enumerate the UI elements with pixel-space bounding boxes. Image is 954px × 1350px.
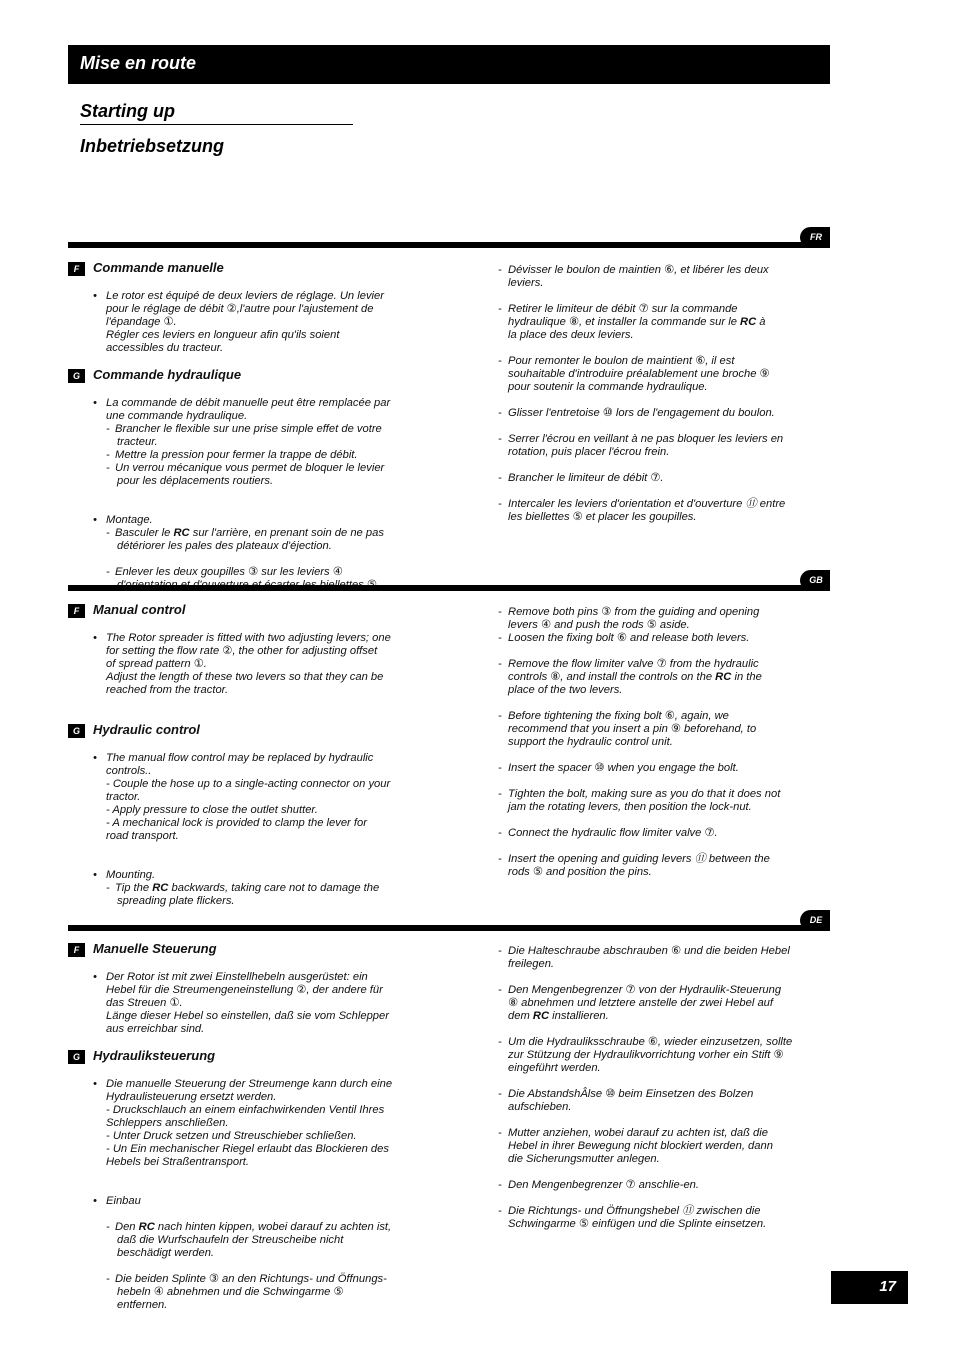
- title-banner: [68, 45, 830, 84]
- bullet-item: • The Rotor spreader is fitted with two adjusting levers; one for setting the flow rate ②, the other for adjusting offset of spread pattern ①. Adjust the length of these two levers so that they can be reached from the tractor.: [93, 632, 391, 696]
- step-item: - Mutter anziehen, wobei darauf zu achten ist, daß die Hebel in ihrer Bewegung nicht blockiert werden, dann die Sicherungsmutter anlegen.: [498, 1127, 773, 1165]
- gb-right-column: [498, 606, 813, 892]
- subtitle-german: Inbetriebsetzung: [80, 136, 225, 156]
- heading-manual-control: F Manuelle Steuerung: [68, 942, 418, 959]
- de-left-column: [68, 942, 418, 1312]
- step-item: - Remove both pins ③ from the guiding and opening levers ④ and push the rods ⑤ aside.: [498, 606, 760, 631]
- language-tag-fr: FR: [800, 227, 830, 248]
- page-title: Mise en route: [80, 53, 197, 73]
- step-item: - Before tightening the fixing bolt ⑥, again, we recommend that you insert a pin ⑨ beforehand, to support the hydraulic control unit.: [498, 710, 757, 748]
- bullet-item: • La commande de débit manuelle peut être remplacée par une commande hydraulique.: [93, 397, 391, 422]
- step-item: - Loosen the fixing bolt ⑥ and release both levers.: [498, 632, 750, 644]
- section-rule: [68, 585, 830, 591]
- marker-f: F: [68, 262, 85, 276]
- step-item: - Brancher le limiteur de débit ⑦.: [498, 472, 664, 484]
- step-item: - Den Mengenbegrenzer ⑦ von der Hydraulik-Steuerung ⑧ abnehmen und letztere anstelle der zwei Hebel auf dem RC installieren.: [498, 984, 782, 1022]
- step-item: - Intercaler les leviers d'orientation et d'ouverture ⑪ entre les biellettes ⑤ et placer les goupilles.: [498, 498, 786, 523]
- sub-item: - Den RC nach hinten kippen, wobei darauf zu achten ist, daß die Wurfschaufeln der Streuscheibe nicht beschädigt werden.: [106, 1221, 392, 1259]
- bullet-item: • Montage.: [93, 514, 153, 526]
- fr-left-column: [68, 261, 418, 592]
- sub-item: - Enlever les deux goupilles ③ sur les leviers ④: [106, 566, 343, 578]
- heading-hydraulic-control: G Hydrauliksteuerung: [68, 1049, 418, 1066]
- subtitle-english: Starting up: [80, 101, 175, 121]
- step-item: - Remove the flow limiter valve ⑦ from the hydraulic controls ⑧, and install the controls on the RC in the place of the two levers.: [498, 658, 762, 696]
- language-tag-gb: GB: [800, 570, 830, 591]
- step-item: - Insert the spacer ⑩ when you engage the bolt.: [498, 762, 739, 774]
- step-item: - Die Richtungs- und Öffnungshebel ⑪ zwischen die Schwingarme ⑤ einfügen und die Splinte einsetzen.: [498, 1205, 767, 1230]
- sub-item: - Basculer le RC sur l'arrière, en prenant soin de ne pas détériorer les pales des plateaux d'éjection.: [106, 527, 384, 552]
- step-item: - Um die Hydrauliksschraube ⑥, wieder einzusetzen, sollte zur Stützung der Hydraulikvorrichtung vorher ein Stift ⑨ eingeführt werden.: [498, 1036, 793, 1074]
- step-item: - Pour remonter le boulon de maintient ⑥, il est souhaitable d'introduire préalablement une broche ⑨ pour soutenir la commande hydraulique.: [498, 355, 770, 393]
- subtitle-underline: [80, 124, 353, 125]
- sub-item: - Un verrou mécanique vous permet de bloquer le levier pour les déplacements routiers.: [106, 462, 385, 487]
- step-item: - Serrer l'écrou en veillant à ne pas bloquer les leviers en rotation, puis placer l'écrou frein.: [498, 433, 784, 458]
- bullet-item: • Mounting.: [93, 869, 156, 881]
- step-item: - Tighten the bolt, making sure as you do that it does not jam the rotating levers, then position the lock-nut.: [498, 788, 781, 813]
- heading-manual-control: F Manual control: [68, 603, 418, 620]
- page-number-box: [831, 1271, 908, 1304]
- bullet-item: • Die manuelle Steuerung der Streumenge kann durch eine Hydraulisteuerung ersetzt werden. - Druckschlauch an einem einfachwirkenden Ventil Ihres Schleppers anschließen. - Unter Druck setzen und Streuschieber schließen. - Un Ein mechanischer Riegel erlaubt das Blockieren des Hebels bei Straßentransport.: [93, 1078, 393, 1168]
- language-tag-de: DE: [800, 910, 830, 931]
- heading-hydraulic-control: G Commande hydraulique: [68, 368, 418, 385]
- sub-item: - Brancher le flexible sur une prise simple effet de votre tracteur.: [106, 423, 382, 448]
- bullet-item: • Le rotor est équipé de deux leviers de réglage. Un levier pour le réglage de débit ②,l'autre pour l'ajustement de l'épandage ①. Régler ces leviers en longueur afin qu'ils soient accessibles du tracteur.: [93, 290, 384, 354]
- sub-item: - Die beiden Splinte ③ an den Richtungs- und Öffnungs- hebeln ④ abnehmen und die Schwingarme ⑤ entfernen.: [106, 1273, 387, 1311]
- bullet-item: • Einbau: [93, 1195, 141, 1207]
- step-item: - Die Halteschraube abschrauben ⑥ und die beiden Hebel freilegen.: [498, 945, 790, 970]
- step-item: - Insert the opening and guiding levers ⑪ between the rods ⑤ and position the pins.: [498, 853, 770, 878]
- marker-g: G: [68, 724, 85, 738]
- marker-g: G: [68, 369, 85, 383]
- heading-manual-control: F Commande manuelle: [68, 261, 418, 278]
- section-rule: [68, 925, 830, 931]
- step-item: - Die AbstandshÂlse ⑩ beim Einsetzen des Bolzen aufschieben.: [498, 1088, 754, 1113]
- bullet-item: • Der Rotor ist mit zwei Einstellhebeln ausgerüstet: ein Hebel für die Streumengeneinstellung ②, der andere für das Streuen ①. Länge dieser Hebel so einstellen, daß sie vom Schlepper aus erreichbar sind.: [93, 971, 389, 1035]
- fr-right-column: [498, 264, 813, 537]
- page-number: 17: [879, 1278, 896, 1295]
- gb-left-column: [68, 603, 418, 908]
- step-item: - Connect the hydraulic flow limiter valve ⑦.: [498, 827, 718, 839]
- bullet-item: • The manual flow control may be replaced by hydraulic controls.. - Couple the hose up to a single-acting connector on your tractor. - Apply pressure to close the outlet shutter. - A mechanical lock is provided to clamp the lever for road transport.: [93, 752, 391, 842]
- step-item: - Glisser l'entretoise ⑩ lors de l'engagement du boulon.: [498, 407, 775, 419]
- marker-f: F: [68, 943, 85, 957]
- sub-item: - Tip the RC backwards, taking care not to damage the spreading plate flickers.: [106, 882, 380, 907]
- de-right-column: [498, 945, 813, 1244]
- heading-hydraulic-control: G Hydraulic control: [68, 723, 418, 740]
- step-item: - Retirer le limiteur de débit ⑦ sur la commande hydraulique ⑧, et installer la commande sur le RC à la place des deux leviers.: [498, 303, 766, 341]
- step-item: - Den Mengenbegrenzer ⑦ anschlie-en.: [498, 1179, 700, 1191]
- marker-f: F: [68, 604, 85, 618]
- marker-g: G: [68, 1050, 85, 1064]
- sub-item: - Mettre la pression pour fermer la trappe de débit.: [106, 449, 358, 461]
- section-rule: [68, 242, 830, 248]
- step-item: - Dévisser le boulon de maintien ⑥, et libérer les deux leviers.: [498, 264, 769, 289]
